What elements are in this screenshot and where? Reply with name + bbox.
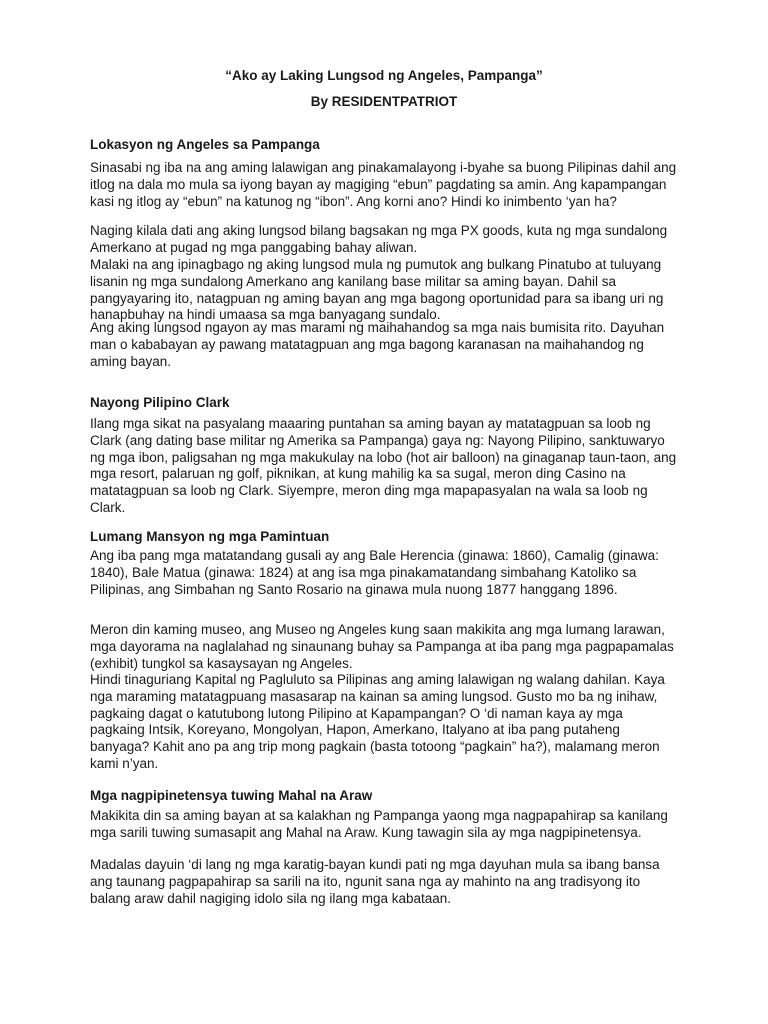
- section-heading-text: Mga nagpipinetensya tuwing Mahal na Araw: [90, 788, 373, 803]
- document-title: “Ako ay Laking Lungsod ng Angeles, Pampanga”: [225, 68, 543, 83]
- section-heading-text: Lumang Mansyon ng mga Pamintuan: [90, 529, 330, 544]
- section-heading: [90, 394, 680, 412]
- paragraph: [90, 548, 680, 598]
- paragraph-text: Makikita din sa aming bayan at sa kalakhan ng Pampanga yaong mga nagpapahirap sa kanilang mga sarili tuwing sumasapit ang Mahal na Araw. Kung tawagin sila ay mga nagpipinetensya.: [90, 808, 668, 840]
- paragraph: [90, 416, 680, 517]
- paragraph-text: Hindi tinaguriang Kapital ng Pagluluto sa Pilipinas ang aming lalawigan ng walang dahilan. Kaya nga maraming matatagpuang masasarap na kainan sa aming lungsod. Gusto mo ba ng inihaw, pagkaing dagat o katutubong lutong Pilipino at Kapampangan? O ‘di naman kaya ay mga pagkaing Intsik, Koreyano, Mongolyan, Hapon, Amerkano, Italyano at iba pang putaheng banyaga? Kahit ano pa ang trip mong pagkain (basta totoong “pagkain” ha?), malamang meron kami n’yan.: [90, 672, 665, 771]
- paragraph: [90, 160, 680, 210]
- paragraph: [90, 857, 680, 907]
- paragraph-text: Meron din kaming museo, ang Museo ng Angeles kung saan makikita ang mga lumang larawan, mga dayorama na naglalahad ng sinaunang buhay sa Pampanga at iba pang mga pagpapamalas (exhibit) tungkol sa kasaysayan ng Angeles.: [90, 622, 674, 671]
- paragraph-text: Ang iba pang mga matatandang gusali ay ang Bale Herencia (ginawa: 1860), Camalig (ginawa: 1840), Bale Matua (ginawa: 1824) at ang isa mga pinakamatandang simbahang Katoliko sa Pilipinas, ang Simbahan ng Santo Rosario na ginawa mula nuong 1877 hanggang 1896.: [90, 548, 659, 597]
- paragraph-text: Madalas dayuin ‘di lang ng mga karatig-bayan kundi pati ng mga dayuhan mula sa ibang bansa ang taunang pagpapahirap sa sarili na ito, ngunit sana nga ay mahinto na ang tradisyong ito balang araw dahil nagiging idolo sila ng ilang mga kabataan.: [90, 857, 660, 906]
- section-heading-text: Lokasyon ng Angeles sa Pampanga: [90, 137, 320, 152]
- section-heading: [90, 528, 680, 546]
- section-heading: [90, 136, 680, 154]
- paragraph: [90, 257, 680, 324]
- paragraph: [90, 223, 680, 257]
- section-heading: [90, 787, 680, 805]
- paragraph-text: Sinasabi ng iba na ang aming lalawigan ang pinakamalayong i-byahe sa buong Pilipinas dahil ang itlog na dala mo mula sa iyong bayan ay magiging “ebun” pagdating sa amin. Ang kapampangan kasi ng itlog ay “ebun” na katunog ng “ibon”. Ang korni ano? Hindi ko inimbento ‘yan ha?: [90, 160, 677, 209]
- paragraph-text: Malaki na ang ipinagbago ng aking lungsod mula ng pumutok ang bulkang Pinatubo at tuluyang lisanin ng mga sundalong Amerkano ang kanilang base militar sa aming bayan. Dahil sa pangyayaring ito, natagpuan ng aming bayan ang mga bagong oportunidad para sa ibang uri ng hanapbuhay na hindi umaasa sa mga banyagang sundalo.: [90, 257, 664, 323]
- paragraph-text: Ilang mga sikat na pasyalang maaaring puntahan sa aming bayan ay matatagpuan sa loob ng Clark (ang dating base militar ng Amerika sa Pampanga) gaya ng: Nayong Pilipino, sanktuwaryo ng mga ibon, paligsahan ng mga makukulay na lobo (hot air balloon) na ginaganap taun-taon, ang mga resort, palaruan ng golf, piknikan, at kung mahilig ka sa sugal, meron ding Casino na matatagpuan sa loob ng Clark. Siyempre, meron ding mga mapapasyalan na wala sa loob ng Clark.: [90, 416, 677, 515]
- paragraph: [90, 622, 680, 672]
- paragraph: [90, 672, 680, 773]
- section-heading-text: Nayong Pilipino Clark: [90, 395, 230, 410]
- paragraph: [90, 808, 680, 842]
- paragraph-text: Naging kilala dati ang aking lungsod bilang bagsakan ng mga PX goods, kuta ng mga sundalong Amerkano at pugad ng mga panggabing bahay aliwan.: [90, 223, 668, 255]
- paragraph: [90, 320, 680, 370]
- paragraph-text: Ang aking lungsod ngayon ay mas marami ng maihahandog sa mga nais bumisita rito. Dayuhan man o kababayan ay pawang matatagpuan ang mga bagong karanasan na maihahandog ng aming bayan.: [90, 320, 665, 369]
- document-byline: By RESIDENTPATRIOT: [310, 94, 458, 109]
